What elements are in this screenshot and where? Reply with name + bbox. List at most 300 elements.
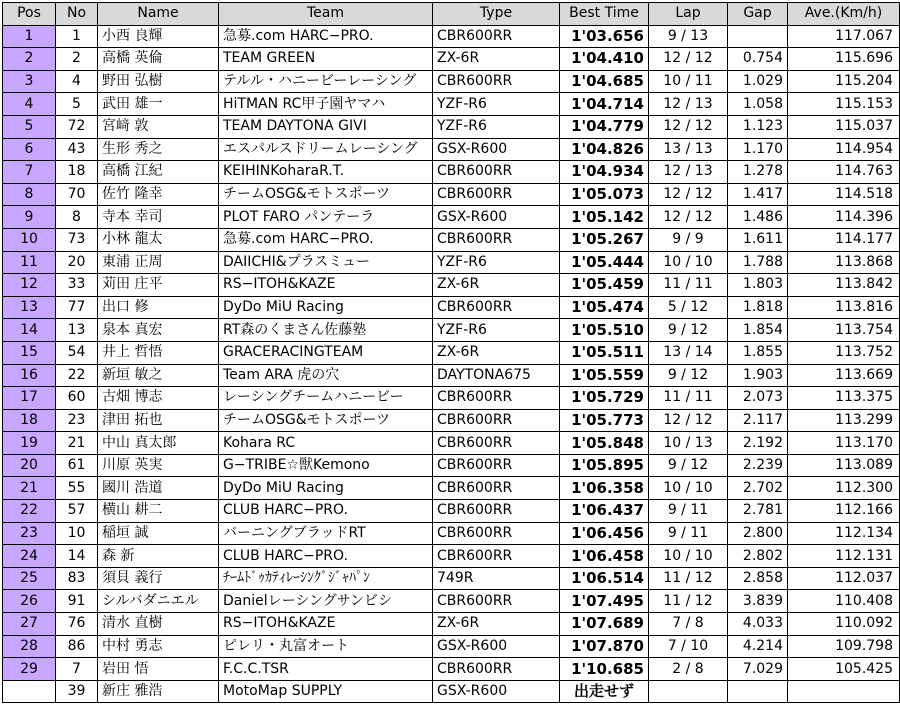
header-pos: Pos xyxy=(3,3,56,26)
cell-no: 2 xyxy=(56,48,98,71)
cell-gap: 1.417 xyxy=(728,183,788,206)
cell-pos: 29 xyxy=(3,658,56,681)
cell-gap: 1.058 xyxy=(728,93,788,116)
cell-pos: 4 xyxy=(3,93,56,116)
cell-no: 86 xyxy=(56,635,98,658)
cell-pos: 9 xyxy=(3,206,56,229)
cell-no: 22 xyxy=(56,364,98,387)
cell-ave: 113.752 xyxy=(788,341,900,364)
cell-name: 古畑 博志 xyxy=(98,387,219,410)
table-row xyxy=(3,545,900,568)
cell-name: 苅田 庄平 xyxy=(98,274,219,297)
cell-gap: 1.855 xyxy=(728,341,788,364)
cell-type: YZF-R6 xyxy=(433,115,560,138)
cell-type: CBR600RR xyxy=(433,296,560,319)
cell-team: RT森のくまさん佐藤塾 xyxy=(219,319,433,342)
cell-pos: 25 xyxy=(3,567,56,590)
cell-no: 39 xyxy=(56,680,98,703)
cell-pos: 5 xyxy=(3,115,56,138)
cell-gap xyxy=(728,25,788,48)
table-row xyxy=(3,635,900,658)
cell-no: 4 xyxy=(56,70,98,93)
cell-ave: 115.037 xyxy=(788,115,900,138)
cell-type: CBR600RR xyxy=(433,545,560,568)
header-no: No xyxy=(56,3,98,26)
cell-gap xyxy=(728,680,788,703)
table-row xyxy=(3,25,900,48)
cell-ave: 113.375 xyxy=(788,387,900,410)
cell-ave: 113.816 xyxy=(788,296,900,319)
cell-pos: 20 xyxy=(3,454,56,477)
header-best-time: Best Time xyxy=(560,3,649,26)
table-row xyxy=(3,567,900,590)
cell-gap: 1.278 xyxy=(728,161,788,184)
cell-pos: 19 xyxy=(3,432,56,455)
cell-ave: 115.696 xyxy=(788,48,900,71)
cell-name: シルバダニエル xyxy=(98,590,219,613)
cell-best: 1'06.514 xyxy=(560,567,649,590)
cell-name: 須貝 義行 xyxy=(98,567,219,590)
cell-gap: 1.486 xyxy=(728,206,788,229)
cell-lap: 11 / 11 xyxy=(649,387,728,410)
cell-type: DAYTONA675 xyxy=(433,364,560,387)
cell-type: CBR600RR xyxy=(433,477,560,500)
cell-no: 5 xyxy=(56,93,98,116)
cell-lap: 10 / 13 xyxy=(649,432,728,455)
cell-name: 小林 龍太 xyxy=(98,228,219,251)
cell-pos: 16 xyxy=(3,364,56,387)
cell-ave: 112.037 xyxy=(788,567,900,590)
cell-no: 7 xyxy=(56,658,98,681)
cell-best: 1'04.934 xyxy=(560,161,649,184)
header-gap: Gap xyxy=(728,3,788,26)
cell-best: 1'04.410 xyxy=(560,48,649,71)
cell-pos: 8 xyxy=(3,183,56,206)
table-row xyxy=(3,613,900,636)
cell-gap: 1.123 xyxy=(728,115,788,138)
cell-type: CBR600RR xyxy=(433,161,560,184)
cell-lap: 12 / 12 xyxy=(649,206,728,229)
cell-gap: 4.214 xyxy=(728,635,788,658)
cell-gap: 7.029 xyxy=(728,658,788,681)
cell-pos: 2 xyxy=(3,48,56,71)
cell-team: RS−ITOH&KAZE xyxy=(219,274,433,297)
cell-no: 70 xyxy=(56,183,98,206)
cell-best: 1'05.773 xyxy=(560,409,649,432)
cell-ave xyxy=(788,680,900,703)
cell-lap: 12 / 12 xyxy=(649,409,728,432)
cell-type: CBR600RR xyxy=(433,658,560,681)
cell-gap: 2.858 xyxy=(728,567,788,590)
cell-no: 33 xyxy=(56,274,98,297)
cell-ave: 114.954 xyxy=(788,138,900,161)
cell-no: 21 xyxy=(56,432,98,455)
cell-ave: 110.408 xyxy=(788,590,900,613)
cell-type: CBR600RR xyxy=(433,70,560,93)
cell-no: 60 xyxy=(56,387,98,410)
cell-no: 72 xyxy=(56,115,98,138)
cell-team: Team ARA 虎の穴 xyxy=(219,364,433,387)
cell-lap: 11 / 12 xyxy=(649,590,728,613)
cell-ave: 113.754 xyxy=(788,319,900,342)
cell-no: 57 xyxy=(56,500,98,523)
cell-pos: 24 xyxy=(3,545,56,568)
cell-lap: 9 / 11 xyxy=(649,522,728,545)
cell-best: 1'03.656 xyxy=(560,25,649,48)
cell-no: 77 xyxy=(56,296,98,319)
cell-gap: 1.788 xyxy=(728,251,788,274)
table-row xyxy=(3,522,900,545)
table-row xyxy=(3,341,900,364)
cell-best: 1'05.559 xyxy=(560,364,649,387)
cell-type: CBR600RR xyxy=(433,387,560,410)
cell-pos: 18 xyxy=(3,409,56,432)
cell-lap: 2 / 8 xyxy=(649,658,728,681)
cell-best: 1'07.689 xyxy=(560,613,649,636)
cell-no: 14 xyxy=(56,545,98,568)
cell-ave: 115.204 xyxy=(788,70,900,93)
cell-name: 井上 哲悟 xyxy=(98,341,219,364)
cell-ave: 113.669 xyxy=(788,364,900,387)
cell-lap: 10 / 10 xyxy=(649,477,728,500)
cell-team: MotoMap SUPPLY xyxy=(219,680,433,703)
cell-best: 1'05.729 xyxy=(560,387,649,410)
cell-name: 國川 浩道 xyxy=(98,477,219,500)
cell-lap: 12 / 13 xyxy=(649,161,728,184)
cell-best: 1'05.073 xyxy=(560,183,649,206)
cell-name: 新庄 雅浩 xyxy=(98,680,219,703)
cell-pos: 28 xyxy=(3,635,56,658)
cell-name: 稲垣 誠 xyxy=(98,522,219,545)
cell-team: KEIHINKoharaR.T. xyxy=(219,161,433,184)
cell-pos xyxy=(3,680,56,703)
cell-team: 急募.com HARC−PRO. xyxy=(219,25,433,48)
header-type: Type xyxy=(433,3,560,26)
cell-ave: 105.425 xyxy=(788,658,900,681)
cell-lap: 9 / 13 xyxy=(649,25,728,48)
cell-name: 東浦 正周 xyxy=(98,251,219,274)
cell-type: GSX-R600 xyxy=(433,206,560,229)
cell-team: G−TRIBE☆獣Kemono xyxy=(219,454,433,477)
cell-name: 佐竹 隆幸 xyxy=(98,183,219,206)
cell-type: CBR600RR xyxy=(433,500,560,523)
cell-pos: 26 xyxy=(3,590,56,613)
cell-pos: 12 xyxy=(3,274,56,297)
cell-no: 23 xyxy=(56,409,98,432)
cell-pos: 22 xyxy=(3,500,56,523)
cell-lap: 12 / 13 xyxy=(649,93,728,116)
table-row xyxy=(3,364,900,387)
cell-type: CBR600RR xyxy=(433,228,560,251)
cell-no: 1 xyxy=(56,25,98,48)
cell-ave: 113.868 xyxy=(788,251,900,274)
cell-gap: 2.192 xyxy=(728,432,788,455)
results-table xyxy=(2,2,900,703)
cell-ave: 112.134 xyxy=(788,522,900,545)
cell-no: 43 xyxy=(56,138,98,161)
cell-name: 森 新 xyxy=(98,545,219,568)
cell-ave: 117.067 xyxy=(788,25,900,48)
cell-lap: 9 / 9 xyxy=(649,228,728,251)
table-row xyxy=(3,70,900,93)
cell-name: 中山 真太郎 xyxy=(98,432,219,455)
cell-type: ZX-6R xyxy=(433,274,560,297)
cell-gap: 2.802 xyxy=(728,545,788,568)
cell-pos: 10 xyxy=(3,228,56,251)
cell-gap: 1.803 xyxy=(728,274,788,297)
cell-no: 18 xyxy=(56,161,98,184)
cell-name: 武田 雄一 xyxy=(98,93,219,116)
cell-team: CLUB HARC−PRO. xyxy=(219,500,433,523)
cell-pos: 13 xyxy=(3,296,56,319)
cell-type: YZF-R6 xyxy=(433,319,560,342)
cell-type: CBR600RR xyxy=(433,454,560,477)
cell-team: RS−ITOH&KAZE xyxy=(219,613,433,636)
cell-ave: 112.300 xyxy=(788,477,900,500)
cell-gap: 3.839 xyxy=(728,590,788,613)
cell-type: 749R xyxy=(433,567,560,590)
table-row xyxy=(3,138,900,161)
cell-name: 寺本 幸司 xyxy=(98,206,219,229)
cell-name: 川原 英実 xyxy=(98,454,219,477)
cell-best: 1'06.437 xyxy=(560,500,649,523)
cell-pos: 11 xyxy=(3,251,56,274)
cell-name: 横山 耕二 xyxy=(98,500,219,523)
cell-type: CBR600RR xyxy=(433,183,560,206)
cell-name: 生形 秀之 xyxy=(98,138,219,161)
table-row xyxy=(3,183,900,206)
cell-team: HiTMAN RC甲子園ヤマハ xyxy=(219,93,433,116)
table-row xyxy=(3,296,900,319)
cell-ave: 114.518 xyxy=(788,183,900,206)
cell-lap: 7 / 10 xyxy=(649,635,728,658)
cell-no: 55 xyxy=(56,477,98,500)
cell-lap: 10 / 10 xyxy=(649,545,728,568)
cell-pos: 23 xyxy=(3,522,56,545)
cell-lap: 12 / 12 xyxy=(649,183,728,206)
cell-lap: 12 / 12 xyxy=(649,115,728,138)
cell-best: 1'04.685 xyxy=(560,70,649,93)
cell-team: DAIICHI&プラスミュー xyxy=(219,251,433,274)
cell-gap: 4.033 xyxy=(728,613,788,636)
cell-best: 1'05.511 xyxy=(560,341,649,364)
cell-best: 1'04.714 xyxy=(560,93,649,116)
cell-team: レーシングチームハニービー xyxy=(219,387,433,410)
table-row xyxy=(3,387,900,410)
cell-best: 1'07.870 xyxy=(560,635,649,658)
cell-type: CBR600RR xyxy=(433,409,560,432)
table-row xyxy=(3,477,900,500)
cell-team: TEAM DAYTONA GIVI xyxy=(219,115,433,138)
cell-best: 1'05.510 xyxy=(560,319,649,342)
header-row xyxy=(3,3,900,26)
cell-no: 91 xyxy=(56,590,98,613)
cell-gap: 2.073 xyxy=(728,387,788,410)
cell-lap: 7 / 8 xyxy=(649,613,728,636)
cell-gap: 2.239 xyxy=(728,454,788,477)
table-row xyxy=(3,48,900,71)
cell-ave: 113.299 xyxy=(788,409,900,432)
cell-best: 1'05.459 xyxy=(560,274,649,297)
cell-name: 新垣 敏之 xyxy=(98,364,219,387)
cell-gap: 1.818 xyxy=(728,296,788,319)
cell-name: 清水 直樹 xyxy=(98,613,219,636)
cell-type: ZX-6R xyxy=(433,341,560,364)
cell-team: DyDo MiU Racing xyxy=(219,477,433,500)
cell-team: テルル・ハニービーレーシング xyxy=(219,70,433,93)
cell-ave: 112.166 xyxy=(788,500,900,523)
table-row xyxy=(3,228,900,251)
table-row xyxy=(3,432,900,455)
cell-type: CBR600RR xyxy=(433,590,560,613)
cell-team: Danielレーシングサンビシ xyxy=(219,590,433,613)
cell-best: 1'10.685 xyxy=(560,658,649,681)
cell-lap: 9 / 12 xyxy=(649,319,728,342)
header-team: Team xyxy=(219,3,433,26)
cell-team: チームOSG&モトスポーツ xyxy=(219,183,433,206)
cell-no: 10 xyxy=(56,522,98,545)
cell-gap: 1.170 xyxy=(728,138,788,161)
header-name: Name xyxy=(98,3,219,26)
cell-best: 1'05.444 xyxy=(560,251,649,274)
table-row xyxy=(3,319,900,342)
cell-team: エスパルスドリームレーシング xyxy=(219,138,433,161)
cell-gap: 1.854 xyxy=(728,319,788,342)
cell-best: 1'05.474 xyxy=(560,296,649,319)
cell-no: 61 xyxy=(56,454,98,477)
cell-best: 1'04.779 xyxy=(560,115,649,138)
cell-name: 高橋 江紀 xyxy=(98,161,219,184)
cell-team: Kohara RC xyxy=(219,432,433,455)
cell-no: 8 xyxy=(56,206,98,229)
table-row xyxy=(3,206,900,229)
cell-name: 宮﨑 敦 xyxy=(98,115,219,138)
cell-name: 中村 勇志 xyxy=(98,635,219,658)
cell-ave: 114.763 xyxy=(788,161,900,184)
cell-best: 1'04.826 xyxy=(560,138,649,161)
cell-name: 泉本 真宏 xyxy=(98,319,219,342)
cell-ave: 113.842 xyxy=(788,274,900,297)
cell-gap: 0.754 xyxy=(728,48,788,71)
header-ave: Ave.(Km/h) xyxy=(788,3,900,26)
cell-type: ZX-6R xyxy=(433,48,560,71)
table-row xyxy=(3,115,900,138)
cell-ave: 114.177 xyxy=(788,228,900,251)
cell-type: CBR600RR xyxy=(433,25,560,48)
cell-best: 1'05.848 xyxy=(560,432,649,455)
cell-team: PLOT FARO パンテーラ xyxy=(219,206,433,229)
table-row xyxy=(3,500,900,523)
cell-type: GSX-R600 xyxy=(433,138,560,161)
cell-pos: 15 xyxy=(3,341,56,364)
cell-team: バーニングブラッドRT xyxy=(219,522,433,545)
cell-lap: 13 / 14 xyxy=(649,341,728,364)
cell-lap: 9 / 12 xyxy=(649,454,728,477)
table-row xyxy=(3,251,900,274)
cell-gap: 1.029 xyxy=(728,70,788,93)
cell-no: 73 xyxy=(56,228,98,251)
cell-best: 1'06.456 xyxy=(560,522,649,545)
cell-best: 1'05.142 xyxy=(560,206,649,229)
cell-team: ピレリ・丸富オート xyxy=(219,635,433,658)
cell-gap: 2.117 xyxy=(728,409,788,432)
cell-best: 1'06.458 xyxy=(560,545,649,568)
cell-lap xyxy=(649,680,728,703)
table-row xyxy=(3,161,900,184)
cell-best: 1'05.267 xyxy=(560,228,649,251)
cell-no: 54 xyxy=(56,341,98,364)
cell-team: TEAM GREEN xyxy=(219,48,433,71)
table-row xyxy=(3,93,900,116)
cell-type: GSX-R600 xyxy=(433,635,560,658)
cell-lap: 10 / 11 xyxy=(649,70,728,93)
cell-team: DyDo MiU Racing xyxy=(219,296,433,319)
cell-pos: 21 xyxy=(3,477,56,500)
cell-type: YZF-R6 xyxy=(433,93,560,116)
cell-type: GSX-R600 xyxy=(433,680,560,703)
cell-pos: 3 xyxy=(3,70,56,93)
cell-team: GRACERACINGTEAM xyxy=(219,341,433,364)
cell-lap: 9 / 12 xyxy=(649,364,728,387)
cell-no: 13 xyxy=(56,319,98,342)
cell-gap: 1.611 xyxy=(728,228,788,251)
cell-lap: 11 / 12 xyxy=(649,567,728,590)
cell-type: YZF-R6 xyxy=(433,251,560,274)
cell-ave: 113.089 xyxy=(788,454,900,477)
cell-ave: 114.396 xyxy=(788,206,900,229)
table-row xyxy=(3,409,900,432)
cell-gap: 2.800 xyxy=(728,522,788,545)
cell-lap: 9 / 11 xyxy=(649,500,728,523)
cell-type: ZX-6R xyxy=(433,613,560,636)
cell-lap: 12 / 12 xyxy=(649,48,728,71)
cell-name: 出口 修 xyxy=(98,296,219,319)
results-body xyxy=(3,25,900,703)
cell-name: 野田 弘樹 xyxy=(98,70,219,93)
cell-ave: 109.798 xyxy=(788,635,900,658)
cell-no: 83 xyxy=(56,567,98,590)
cell-pos: 1 xyxy=(3,25,56,48)
table-row xyxy=(3,680,900,703)
cell-type: CBR600RR xyxy=(433,432,560,455)
cell-team: チームOSG&モトスポーツ xyxy=(219,409,433,432)
table-row xyxy=(3,454,900,477)
cell-name: 津田 拓也 xyxy=(98,409,219,432)
cell-gap: 1.903 xyxy=(728,364,788,387)
cell-name: 高橋 英倫 xyxy=(98,48,219,71)
cell-pos: 6 xyxy=(3,138,56,161)
header-lap: Lap xyxy=(649,3,728,26)
cell-ave: 112.131 xyxy=(788,545,900,568)
cell-pos: 14 xyxy=(3,319,56,342)
cell-team: ﾁｰﾑﾄﾞｩｶﾃｨﾚｰｼﾝｸﾞｼﾞｬﾊﾟﾝ xyxy=(219,567,433,590)
cell-pos: 7 xyxy=(3,161,56,184)
cell-gap: 2.702 xyxy=(728,477,788,500)
cell-best: 1'05.895 xyxy=(560,454,649,477)
cell-lap: 10 / 10 xyxy=(649,251,728,274)
cell-name: 岩田 悟 xyxy=(98,658,219,681)
cell-type: CBR600RR xyxy=(433,522,560,545)
cell-lap: 13 / 13 xyxy=(649,138,728,161)
cell-team: CLUB HARC−PRO. xyxy=(219,545,433,568)
cell-best: 出走せず xyxy=(560,680,649,703)
cell-pos: 27 xyxy=(3,613,56,636)
cell-ave: 115.153 xyxy=(788,93,900,116)
cell-no: 20 xyxy=(56,251,98,274)
table-row xyxy=(3,274,900,297)
cell-team: F.C.C.TSR xyxy=(219,658,433,681)
cell-lap: 5 / 12 xyxy=(649,296,728,319)
